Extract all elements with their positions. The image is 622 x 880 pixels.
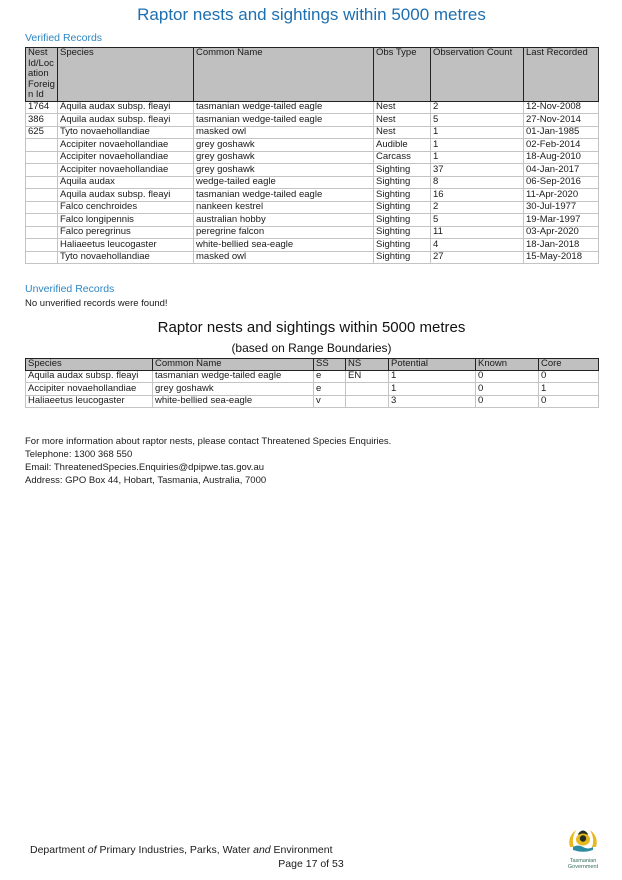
table-cell: EN xyxy=(346,370,389,383)
column-header: Species xyxy=(26,359,153,371)
table-row xyxy=(26,164,599,177)
table-cell: 1 xyxy=(389,370,476,383)
table-cell: Aquila audax subsp. fleayi xyxy=(58,101,194,114)
table-cell: 12-Nov-2008 xyxy=(524,101,599,114)
table-cell: 1 xyxy=(431,126,524,139)
text-segment: Primary Industries, Parks, Water xyxy=(96,844,254,856)
unverified-records-heading: Unverified Records xyxy=(25,283,115,295)
table-cell xyxy=(346,383,389,396)
table-cell: white-bellied sea-eagle xyxy=(194,239,374,252)
table-cell: Accipiter novaehollandiae xyxy=(58,139,194,152)
contact-block xyxy=(25,435,598,487)
column-header: NS xyxy=(346,359,389,371)
table-cell xyxy=(346,395,389,408)
table-row xyxy=(26,226,599,239)
table-cell: Falco longipennis xyxy=(58,214,194,227)
table-row xyxy=(26,239,599,252)
range-section-subtitle: (based on Range Boundaries) xyxy=(231,341,392,355)
table-cell: masked owl xyxy=(194,126,374,139)
tasmanian-government-logo xyxy=(560,827,606,870)
table-cell: white-bellied sea-eagle xyxy=(153,395,314,408)
table-cell: Aquila audax subsp. fleayi xyxy=(26,370,153,383)
table-cell: tasmanian wedge-tailed eagle xyxy=(194,114,374,127)
table-cell: e xyxy=(314,370,346,383)
table-row xyxy=(26,126,599,139)
table-cell xyxy=(26,176,58,189)
table-row xyxy=(26,383,599,396)
table-cell: 19-Mar-1997 xyxy=(524,214,599,227)
table-cell: 18-Aug-2010 xyxy=(524,151,599,164)
table-row xyxy=(26,251,599,264)
table-cell: 0 xyxy=(539,395,599,408)
table-cell: Falco cenchroides xyxy=(58,201,194,214)
table-cell: 37 xyxy=(431,164,524,177)
table-cell: grey goshawk xyxy=(153,383,314,396)
table-cell: tasmanian wedge-tailed eagle xyxy=(153,370,314,383)
table-cell: 5 xyxy=(431,114,524,127)
table-cell xyxy=(26,139,58,152)
table-row xyxy=(26,151,599,164)
table-cell xyxy=(26,201,58,214)
italic-text-segment: and xyxy=(253,844,271,856)
table-row xyxy=(26,139,599,152)
table-cell: 0 xyxy=(476,370,539,383)
table-cell: grey goshawk xyxy=(194,151,374,164)
verified-records-table xyxy=(25,47,599,264)
table-cell: 4 xyxy=(431,239,524,252)
contact-telephone: Telephone: 1300 368 550 xyxy=(25,449,133,460)
table-row xyxy=(26,370,599,383)
table-row xyxy=(26,176,599,189)
table-cell: 386 xyxy=(26,114,58,127)
table-cell: Aquila audax subsp. fleayi xyxy=(58,189,194,202)
table-cell: Haliaeetus leucogaster xyxy=(58,239,194,252)
column-header: Common Name xyxy=(194,48,374,102)
table-cell: 1 xyxy=(431,151,524,164)
table-cell: Nest xyxy=(374,126,431,139)
column-header: Core xyxy=(539,359,599,371)
table-cell: masked owl xyxy=(194,251,374,264)
table-cell: Nest xyxy=(374,114,431,127)
table-row xyxy=(26,214,599,227)
table-cell: 3 xyxy=(389,395,476,408)
page-footer xyxy=(0,844,622,871)
table-cell: Aquila audax subsp. fleayi xyxy=(58,114,194,127)
table-cell: Sighting xyxy=(374,226,431,239)
table-cell: peregrine falcon xyxy=(194,226,374,239)
table-cell: 30-Jul-1977 xyxy=(524,201,599,214)
table-cell xyxy=(26,251,58,264)
tasmanian-government-crest-icon xyxy=(563,827,603,853)
table-cell: 2 xyxy=(431,101,524,114)
table-cell: Accipiter novaehollandiae xyxy=(58,151,194,164)
table-cell: Falco peregrinus xyxy=(58,226,194,239)
table-cell: 02-Feb-2014 xyxy=(524,139,599,152)
table-cell: Carcass xyxy=(374,151,431,164)
table-cell: Audible xyxy=(374,139,431,152)
header-row xyxy=(26,48,599,102)
logo-text-line2: Government xyxy=(567,864,599,870)
table-row xyxy=(26,201,599,214)
table-cell xyxy=(26,164,58,177)
table-cell: 1764 xyxy=(26,101,58,114)
table-cell xyxy=(26,239,58,252)
table-cell: Haliaeetus leucogaster xyxy=(26,395,153,408)
table-cell: 06-Sep-2016 xyxy=(524,176,599,189)
range-section-title: Raptor nests and sightings within 5000 metres xyxy=(157,319,466,336)
table-cell: Nest xyxy=(374,101,431,114)
table-cell: nankeen kestrel xyxy=(194,201,374,214)
table-cell: 16 xyxy=(431,189,524,202)
table-cell: 27 xyxy=(431,251,524,264)
table-cell: 0 xyxy=(476,383,539,396)
table-cell: tasmanian wedge-tailed eagle xyxy=(194,189,374,202)
table-cell: Sighting xyxy=(374,176,431,189)
table-cell xyxy=(26,189,58,202)
logo-text-line1: Tasmanian xyxy=(569,858,597,864)
table-cell: 11-Apr-2020 xyxy=(524,189,599,202)
table-cell: 27-Nov-2014 xyxy=(524,114,599,127)
column-header: Last Recorded xyxy=(524,48,599,102)
text-segment: Environment xyxy=(270,844,333,856)
table-cell: 1 xyxy=(539,383,599,396)
table-cell: Accipiter novaehollandiae xyxy=(58,164,194,177)
table-cell: 1 xyxy=(431,139,524,152)
table-cell: v xyxy=(314,395,346,408)
table-cell: e xyxy=(314,383,346,396)
table-cell: 03-Apr-2020 xyxy=(524,226,599,239)
column-header: Observation Count xyxy=(431,48,524,102)
column-header: Potential xyxy=(389,359,476,371)
table-cell: 1 xyxy=(389,383,476,396)
verified-records-heading: Verified Records xyxy=(25,32,103,44)
column-header: Nest Id/Location Foreign Id xyxy=(26,48,58,102)
page-title: Raptor nests and sightings within 5000 metres xyxy=(137,5,486,24)
header-row xyxy=(26,359,599,371)
table-row xyxy=(26,114,599,127)
department-name xyxy=(30,844,622,857)
column-header: Obs Type xyxy=(374,48,431,102)
table-row xyxy=(26,189,599,202)
table-cell: Tyto novaehollandiae xyxy=(58,126,194,139)
table-cell: Tyto novaehollandiae xyxy=(58,251,194,264)
table-cell: 15-May-2018 xyxy=(524,251,599,264)
table-cell: 2 xyxy=(431,201,524,214)
table-row xyxy=(26,101,599,114)
table-cell: tasmanian wedge-tailed eagle xyxy=(194,101,374,114)
column-header: SS xyxy=(314,359,346,371)
table-cell: 625 xyxy=(26,126,58,139)
table-cell xyxy=(26,226,58,239)
table-cell: wedge-tailed eagle xyxy=(194,176,374,189)
table-cell: grey goshawk xyxy=(194,139,374,152)
page-number: Page 17 of 53 xyxy=(278,858,344,870)
table-cell xyxy=(26,151,58,164)
table-cell: Sighting xyxy=(374,164,431,177)
table-cell xyxy=(26,214,58,227)
range-boundaries-table xyxy=(25,358,599,408)
table-cell: grey goshawk xyxy=(194,164,374,177)
text-segment: Department xyxy=(30,844,88,856)
table-cell: Sighting xyxy=(374,239,431,252)
table-cell: 01-Jan-1985 xyxy=(524,126,599,139)
table-cell: 8 xyxy=(431,176,524,189)
table-cell: australian hobby xyxy=(194,214,374,227)
table-cell: Aquila audax xyxy=(58,176,194,189)
column-header: Species xyxy=(58,48,194,102)
table-cell: Accipiter novaehollandiae xyxy=(26,383,153,396)
table-cell: 04-Jan-2017 xyxy=(524,164,599,177)
contact-email: Email: ThreatenedSpecies.Enquiries@dpipwe.tas.gov.au xyxy=(25,462,265,473)
contact-address: Address: GPO Box 44, Hobart, Tasmania, Australia, 7000 xyxy=(25,475,267,486)
contact-intro: For more information about raptor nests, please contact Threatened Species Enquiries. xyxy=(25,436,392,447)
italic-text-segment: of xyxy=(87,844,97,856)
table-cell: 0 xyxy=(476,395,539,408)
table-cell: 18-Jan-2018 xyxy=(524,239,599,252)
table-cell: Sighting xyxy=(374,214,431,227)
table-cell: 5 xyxy=(431,214,524,227)
table-cell: 0 xyxy=(539,370,599,383)
table-cell: 11 xyxy=(431,226,524,239)
table-row xyxy=(26,395,599,408)
column-header: Common Name xyxy=(153,359,314,371)
table-cell: Sighting xyxy=(374,251,431,264)
table-cell: Sighting xyxy=(374,201,431,214)
unverified-records-message: No unverified records were found! xyxy=(25,298,168,309)
column-header: Known xyxy=(476,359,539,371)
table-cell: Sighting xyxy=(374,189,431,202)
